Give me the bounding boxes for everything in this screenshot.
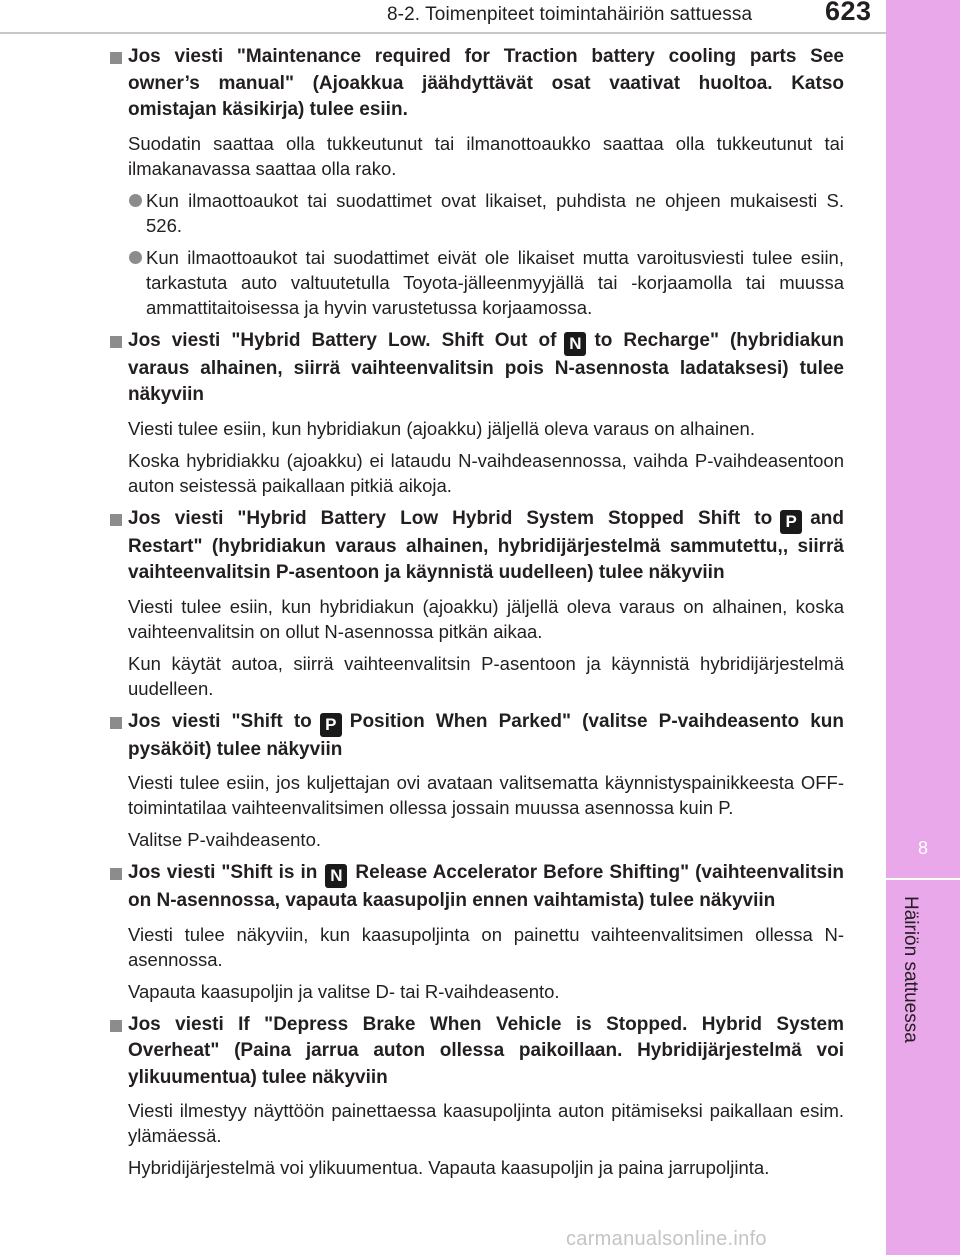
square-bullet-icon	[110, 868, 122, 880]
section-title: 8-2. Toimenpiteet toimintahäiriön sattuessa	[387, 4, 753, 25]
section-heading	[104, 328, 844, 409]
chapter-side-tab	[886, 0, 960, 1255]
paragraph: Vapauta kaasupoljin ja valitse D- tai R-vaihdeasento.	[128, 980, 560, 1002]
chapter-number: 8	[917, 838, 928, 858]
section-hybrid-system-stopped	[104, 506, 844, 701]
square-bullet-icon	[110, 717, 122, 729]
paragraph: Koska hybridiakku (ajoakku) ei lataudu N-vaihdeasennossa, vaihda P-vaihdeasentoon auton seistessä paikallaan pitkiä aikoja.	[128, 449, 844, 496]
paragraph: Viesti tulee esiin, kun hybridiakun (ajoakku) jäljellä oleva varaus on alhainen, koska vaihteenvalitsin on ollut N-asennossa pitkän aikaa.	[128, 595, 844, 642]
header-divider	[0, 32, 886, 34]
heading-text: Jos viesti "Maintenance required for Traction battery cooling parts See owner’s manual" (Ajoakkua jäähdyttävät osat vaativat huoltoa. Katso omistajan käsikirja) tulee esiin.	[128, 46, 844, 120]
heading-text: Jos viesti "Hybrid Battery Low. Shift Out of	[128, 329, 557, 351]
page-content	[104, 44, 844, 1188]
heading-text-continued: to Recharge" (hybridiakun varaus alhainen, siirrä vaihteenvalitsin pois N-asennosta ladataksesi) tulee näkyviin	[128, 329, 844, 405]
list-item-text: Kun ilmaottoaukot tai suodattimet ovat likaiset, puhdista ne ohjeen mukaisesti S. 526.	[146, 189, 844, 236]
heading-text: Jos viesti "Shift to	[128, 710, 312, 732]
heading-text: Jos viesti If "Depress Brake When Vehicle is Stopped. Hybrid System Overheat" (Paina jarrua auton ollessa paikoillaan. Hybridijärjestelmä voi ylikuumentua) tulee näkyviin	[128, 1013, 844, 1088]
paragraph: Valitse P-vaihdeasento.	[128, 829, 321, 850]
heading-text: Jos viesti "Hybrid Battery Low Hybrid System Stopped Shift to	[128, 507, 773, 529]
section-heading	[104, 860, 844, 915]
square-bullet-icon	[110, 514, 122, 526]
paragraph: Suodatin saattaa olla tukkeutunut tai ilmanottoaukko saattaa olla tukkeutunut tai ilmakanavassa saattaa olla rako.	[128, 132, 844, 179]
gear-p-icon: P	[780, 510, 802, 534]
section-heading	[104, 44, 844, 124]
section-depress-brake	[104, 1012, 844, 1181]
heading-text-continued: Release Accelerator Before Shifting" (vaihteenvalitsin on N-asennossa, vapauta kaasupoljin ennen vaihtamista) tulee näkyviin	[128, 862, 844, 911]
paragraph: Kun käytät autoa, siirrä vaihteenvalitsin P-asentoon ja käynnistä hybridijärjestelmä uudelleen.	[128, 652, 844, 699]
round-bullet-icon	[129, 194, 142, 207]
square-bullet-icon	[110, 52, 122, 64]
paragraph: Viesti tulee esiin, kun hybridiakun (ajoakku) jäljellä oleva varaus on alhainen.	[128, 417, 755, 439]
list-item	[104, 245, 844, 320]
section-heading	[104, 1012, 844, 1092]
chapter-label: Häiriön sattuessa	[900, 896, 921, 1043]
gear-n-icon: N	[325, 864, 347, 888]
square-bullet-icon	[110, 1020, 122, 1032]
section-heading	[104, 709, 844, 764]
paragraph: Viesti tulee esiin, jos kuljettajan ovi avataan valitsematta käynnistyspainikkeesta OFF-toimintatilaa vaihteenvalitsimen ollessa jossain muussa asennossa kuin P.	[128, 772, 844, 818]
section-shift-is-in-n	[104, 860, 844, 1004]
heading-text-continued: Position When Parked" (valitse P-vaihdeasento kun pysäköit) tulee näkyviin	[128, 710, 844, 760]
gear-n-icon: N	[564, 332, 586, 356]
section-hybrid-battery-low	[104, 328, 844, 498]
paragraph: Hybridijärjestelmä voi ylikuumentua. Vapauta kaasupoljin ja paina jarrupoljinta.	[128, 1157, 770, 1178]
round-bullet-icon	[129, 251, 142, 264]
paragraph: Viesti tulee näkyviin, kun kaasupoljinta on painettu vaihteenvalitsimen ollessa N-asennossa.	[128, 923, 844, 970]
list-item-text: Kun ilmaottoaukot tai suodattimet eivät ole likaiset mutta varoitusviesti tulee esiin, tarkastuta auto valtuutetulla Toyota-jälleenmyyjällä tai -korjaamolla tai muussa ammattitaitoisessa ja hyvin varustetussa korjaamossa.	[146, 246, 844, 318]
page-number: 623	[825, 0, 872, 26]
section-traction-battery-cooling	[104, 44, 844, 320]
square-bullet-icon	[110, 336, 122, 348]
section-heading	[104, 506, 844, 587]
tab-divider	[886, 878, 960, 880]
paragraph: Viesti ilmestyy näyttöön painettaessa kaasupoljinta auton pitämiseksi paikallaan esim. ylämäessä.	[128, 1100, 844, 1146]
gear-p-icon: P	[320, 713, 342, 737]
watermark: carmanualsonline.info	[566, 1228, 767, 1250]
section-shift-to-p	[104, 709, 844, 853]
heading-text-continued: and Restart" (hybridiakun varaus alhainen, hybridijärjestelmä sammutettu,, siirrä vaihteenvalitsin P-asentoon ja käynnistä uudelleen) tulee näkyviin	[128, 507, 844, 583]
list-item	[104, 188, 844, 238]
page-header	[0, 0, 886, 40]
heading-text: Jos viesti "Shift is in	[128, 862, 318, 883]
